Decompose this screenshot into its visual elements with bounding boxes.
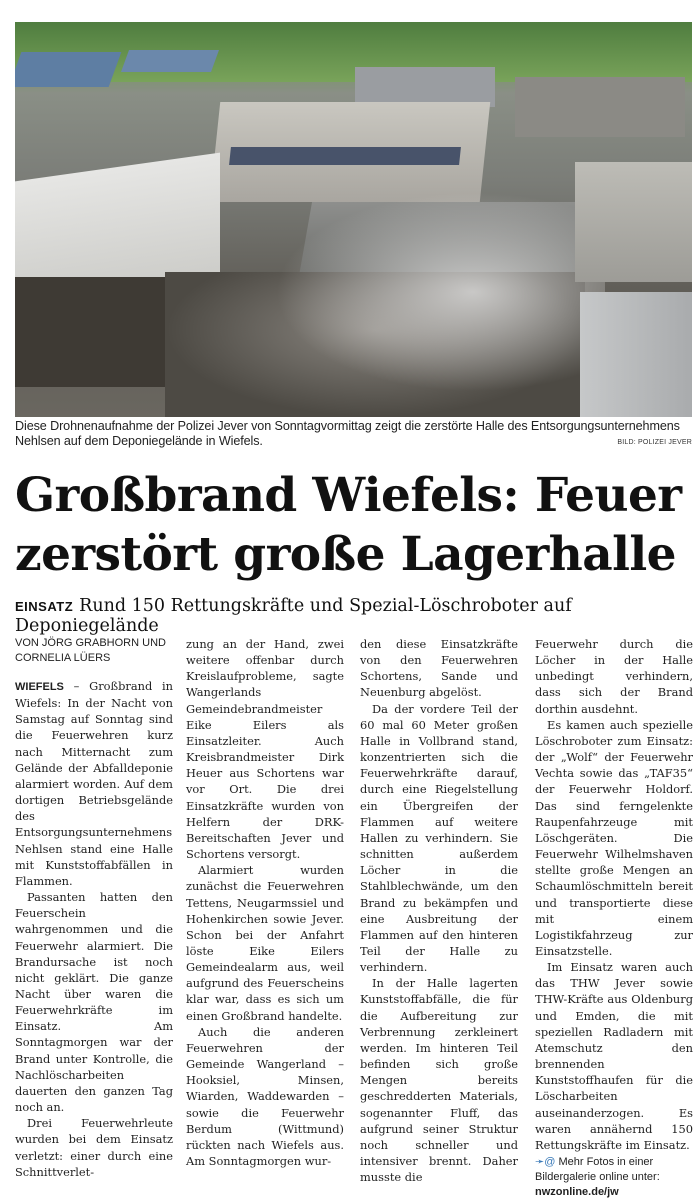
arrow-at-icon: ➛@ [535,1156,556,1168]
dateline: WIEFELS [15,681,64,693]
paragraph: Im Einsatz waren auch das THW Jever sowie THW-Kräfte aus Oldenburg und Emden, die mit speziellen Radladern mit Atemschutz den brennenden Kunststoffhaufen für die Löscharbeiten auseinanderzogen. Es waren annähernd 150 Rettungskräfte im Einsatz. [535,960,693,1152]
paragraph: Auch die anderen Feuerwehren der Gemeinde Wangerland – Hooksiel, Minsen, Wiarden, Waddewarden – sowie die Feuerwehr Berdum (Wittmund) rückten nach Wiefels aus. Am Sonntagmorgen wur- [186,1024,344,1168]
column-1 [15,636,173,1180]
kicker: EINSATZ [15,599,74,614]
paragraph: den diese Einsatzkräfte von den Feuerwehren Schortens, Sande und Neuenburg abgelöst. [360,637,518,700]
subheadline [15,596,695,636]
photo-caption: Diese Drohnenaufnahme der Polizei Jever von Sonntagvormittag zeigt die zerstörte Halle des Entsorgungsunternehmens Nehlsen auf dem Deponiegelände in Wiefels. [15,419,680,448]
paragraph: Da der vordere Teil der 60 mal 60 Meter großen Halle in Vollbrand stand, konzentrierten sich die Feuerwehrkräfte darauf, durch eine Riegelstellung ein Übergreifen der Flammen auf weitere Hallen zu verhindern. Sie schnitten außerdem Löcher in die Stahlblechwände, um den Brand zu bekämpfen und eine Ausbreitung der Flammen auf den hinteren Teil der Halle zu verhindern. [360,701,518,975]
more-photos-note [535,1155,693,1200]
paragraph: In der Halle lagerten Kunststoffabfälle, die für die Aufbereitung zur Verbrennung zerkleinert werden. Im hinteren Teil befinden sich große Mengen bereits geschredderten Materials, sogenannter Fluff, das aufgrund seiner Struktur noch schneller und intensiver brennt. Daher musste die [360,976,518,1185]
photo-credit: BILD: POLIZEI JEVER [617,439,692,446]
byline: VON JÖRG GRABHORN UND CORNELIA LÜERS [15,637,166,664]
article-photo [15,22,692,417]
subheadline-text: Rund 150 Rettungskräfte und Spezial-Löschroboter auf Deponiegelände [15,596,572,636]
column-4 [535,636,693,1200]
column-2 [186,636,344,1169]
column-3 [360,636,518,1185]
paragraph: Feuerwehr durch die Löcher in der Halle unbedingt verhindern, dass sich der Brand dorthin ausdehnt. [535,637,693,716]
paragraph: Drei Feuerwehrleute wurden bei dem Einsatz verletzt: einer durch eine Schnittverlet- [15,1116,173,1179]
gallery-link[interactable]: nwzonline.de/jw [535,1186,619,1198]
paragraph: Passanten hatten den Feuerschein wahrgenommen und die Feuerwehr alarmiert. Die Brandursache ist noch nicht geklärt. Die ganze Nacht über waren die Feuerwehrkräfte im Einsatz. Am Sonntagmorgen war der Brand unter Kontrolle, die Nachlöscharbeiten dauerten den ganzen Tag noch an. [15,890,173,1115]
paragraph: zung an der Hand, zwei weitere offenbar durch Kreislaufprobleme, sagte Wangerlands Gemeindebrandmeister Eike Eilers als Einsatzleiter. Auch Kreisbrandmeister Dirk Heuer aus Schortens war vor Ort. Die drei Einsatzkräfte wurden von Helfern der DRK-Bereitschaften Jever und Schortens versorgt. [186,637,344,862]
headline: Großbrand Wiefels: Feuer zerstört große Lagerhalle [15,468,682,582]
paragraph: WIEFELS – Großbrand in Wiefels: In der Nacht von Samstag auf Sonntag sind die Feuerwehren kurz nach Mitternacht zum Gelände der Abfalldeponie alarmiert worden. Auf dem dortigen Betriebsgelände des Entsorgungsunternehmens Nehlsen stand eine Halle mit Kunststoffabfällen in Flammen. [15,679,173,888]
paragraph: Es kamen auch spezielle Löschroboter zum Einsatz: der „Wolf“ der Feuerwehr Vechta sowie das „TAF35“ der Feuerwehr Holdorf. Das sind ferngelenkte Raupenfahrzeuge mit Löschgeräten. Die Feuerwehr Wilhelmshaven stellte große Mengen an Schaumlöschmitteln bereit und transportierte diese mit einem Logistikfahrzeug zur Einsatzstelle. [535,717,693,958]
more-photos-text: Mehr Fotos in einer Bildergalerie online unter: [535,1156,660,1183]
paragraph: Alarmiert wurden zunächst die Feuerwehren Tettens, Neugarmssiel und Hohenkirchen sowie Jever. Schon bei der Anfahrt löste Eike Eilers Gemeindealarm aus, weil aufgrund des Feuerscheins klar war, dass es sich um einen Großbrand handelte. [186,863,344,1023]
